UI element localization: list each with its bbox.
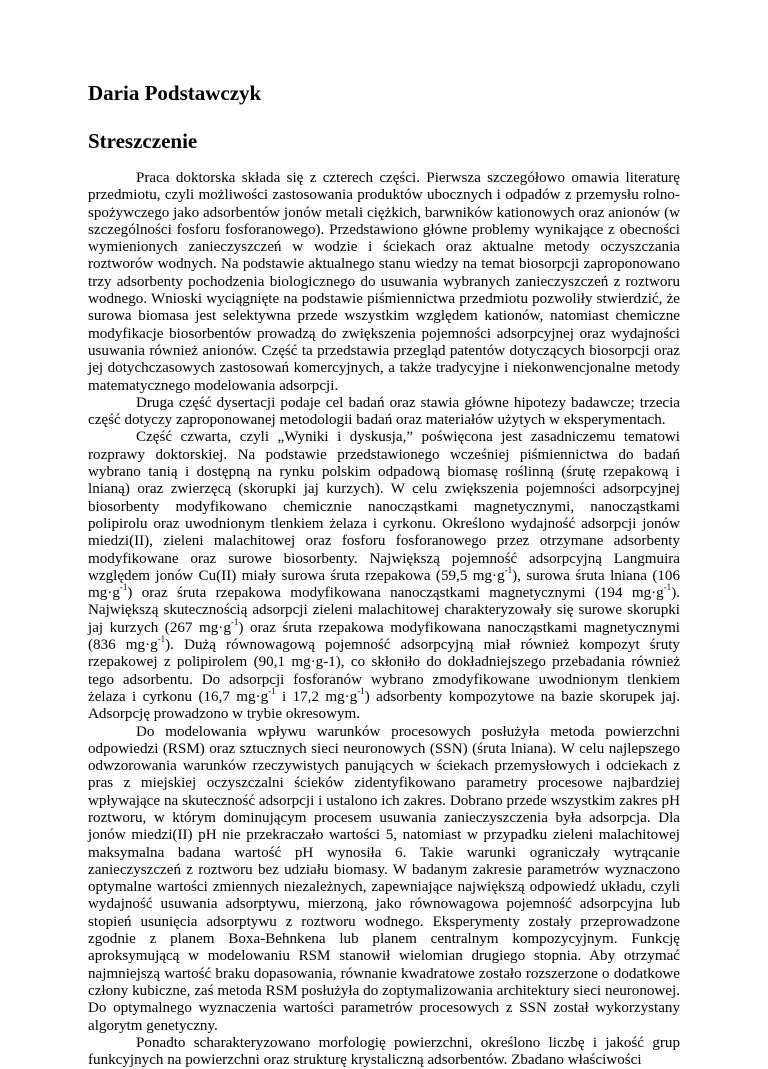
paragraph-3 [88, 429, 680, 723]
superscript: -1 [504, 564, 513, 575]
text-run: ), surowa śruta lniana (106 mg·g [88, 567, 681, 602]
superscript: -1 [157, 633, 166, 644]
superscript: -1 [268, 685, 276, 696]
text-run: ) oraz śruta rzepakowa modyfikowana nanocząstkami magnetycznymi (836 mg·g [88, 619, 680, 654]
document-page [88, 80, 680, 1069]
superscript: -1 [357, 685, 365, 696]
superscript: -1 [663, 582, 672, 593]
text-run: Część czwarta, czyli „Wyniki i dyskusja,” poświęcona jest zasadniczemu tematowi rozprawy doktorskiej. Na podstawie przedstawionego wcześniej piśmiennictwa do badań wybrano tanią i dostępną na rynku polskim odpadową biomasę roślinną (śrutę rzepakową i lnianą) oraz zwierzęcą (skorupki jaj kurzych). W celu zwiększenia pojemności adsorpcyjnej biosorbenty modyfikowano chemicznie nanocząstkami magnetycznymi, nanocząstkami polipirolu oraz uwodnionym tlenkiem żelaza i cyrkonu. Określono wydajność adsorpcji jonów miedzi(II), zieleni malachitowej oraz fosforu fosforanowego przez otrzymane adsorbenty modyfikowane oraz surowe biosorbenty. Największą pojemność adsorpcyjną Langmuira względem jonów Cu(II) miały surowa śruta rzepakowa (59,5 mg·g [88, 429, 680, 584]
paragraph-1: Praca doktorska składa się z czterech części. Pierwsza szczegółowo omawia literaturę przedmiotu, czyli możliwości zastosowania produktów ubocznych i odpadów z przemysłu rolno-spożywczego jako adsorbentów jonów metali ciężkich, barwników kationowych oraz anionów (w szczególności fosforu fosforanowego). Przedstawiono główne problemy wynikające z obecności wymienionych zanieczyszczeń w wodzie i ściekach oraz aktualne metody oczyszczania roztworów wodnych. Na podstawie aktualnego stanu wiedzy na temat biosorpcji zaproponowano trzy adsorbenty pochodzenia biologicznego do usuwania wybranych zanieczyszczeń z roztworu wodnego. Wnioski wyciągnięte na podstawie piśmiennictwa przedmiotu pozwoliły stwierdzić, że surowa biomasa jest selektywna przede wszystkim względem kationów, natomiast chemiczne modyfikacje biosorbentów prowadzą do zwiększenia pojemności adsorpcyjnej oraz wydajności usuwania również anionów. Część ta przedstawia przegląd patentów dotyczących biosorpcji oraz jej dotychczasowych zastosowań komercyjnych, a także tradycyjne i niekonwencjonalne metody matematycznego modelowania adsorpcji. [88, 170, 680, 394]
superscript: -1 [230, 616, 239, 627]
author-name: Daria Podstawczyk [88, 81, 262, 105]
text-run: i 17,2 mg·g [275, 688, 358, 705]
text-run: ) adsorbenty kompozytowe na bazie skorupek jaj. Adsorpcję prowadzono w trybie okresowym. [88, 688, 681, 723]
section-heading: Streszczenie [88, 129, 198, 153]
text-run: ). Dużą równowagową pojemność adsorpcyjną miał również kompozyt śruty rzepakowej z polipirolem (90,1 mg·g-1), co skłoniło do dokładniejszego przebadania również tego adsorbentu. Do adsorpcji fosforanów wybrano zmodyfikowane uwodnionym tlenkiem żelaza i cyrkonu (16,7 mg·g [88, 637, 680, 705]
paragraph-5: Ponadto scharakteryzowano morfologię powierzchni, określono liczbę i jakość grup funkcyjnych na powierzchni oraz strukturę krystaliczną adsorbentów. Zbadano właściwości [88, 1034, 680, 1069]
text-run: ) oraz śruta rzepakowa modyfikowana nanocząstkami magnetycznymi (194 mg·g [127, 585, 664, 602]
paragraph-4: Do modelowania wpływu warunków procesowych posłużyła metoda powierzchni odpowiedzi (RSM) oraz sztucznych sieci neuronowych (SSN) (śruta lniana). W celu najlepszego odwzorowania warunków rzeczywistych panujących w ściekach przemysłowych i odciekach z pras z miejskiej oczyszczalni ścieków zidentyfikowano parametry procesowe najbardziej wpływające na skuteczność adsorpcji i ustalono ich zakres. Dobrano przede wszystkim zakres pH roztworu, w którym dominującym procesem usuwania zanieczyszczenia była adsorpcja. Dla jonów miedzi(II) pH nie przekraczało wartości 5, natomiast w przypadku zieleni malachitowej maksymalna badana wartość pH wynosiła 6. Takie warunki ograniczały wytrącanie zanieczyszczeń z roztworu bez udziału biomasy. W badanym zakresie parametrów wyznaczono optymalne wartości zmiennych niezależnych, zapewniające największą odpowiedź układu, czyli wydajność usuwania adsorptywu, mierzoną, jako równowagowa pojemność adsorpcyjna lub stopień usunięcia adsorptywu z roztworu wodnego. Eksperymenty zostały przeprowadzone zgodnie z planem Boxa-Behnkena lub planem centralnym kompozycyjnym. Funkcję aproksymującą w modelowaniu RSM stanowił wielomian drugiego stopnia. Aby otrzymać najmniejszą wartość braku dopasowania, równanie kwadratowe zostało rozszerzone o dodatkowe człony kubiczne, zaś metoda RSM posłużyła do zoptymalizowania architektury sieci neuronowej. Do optymalnego wyznaczenia wartości parametrów procesowych z SSN został wykorzystany algorytm genetyczny. [88, 723, 680, 1034]
paragraph-2: Druga część dysertacji podaje cel badań oraz stawia główne hipotezy badawcze; trzecia część dotyczy zaproponowanej metodologii badań oraz materiałów użytych w eksperymentach. [88, 394, 680, 429]
superscript: -1 [119, 582, 128, 593]
text-run: ). Największą skutecznością adsorpcji zieleni malachitowej charakteryzowały się surowe skorupki jaj kurzych (267 mg·g [88, 585, 680, 636]
